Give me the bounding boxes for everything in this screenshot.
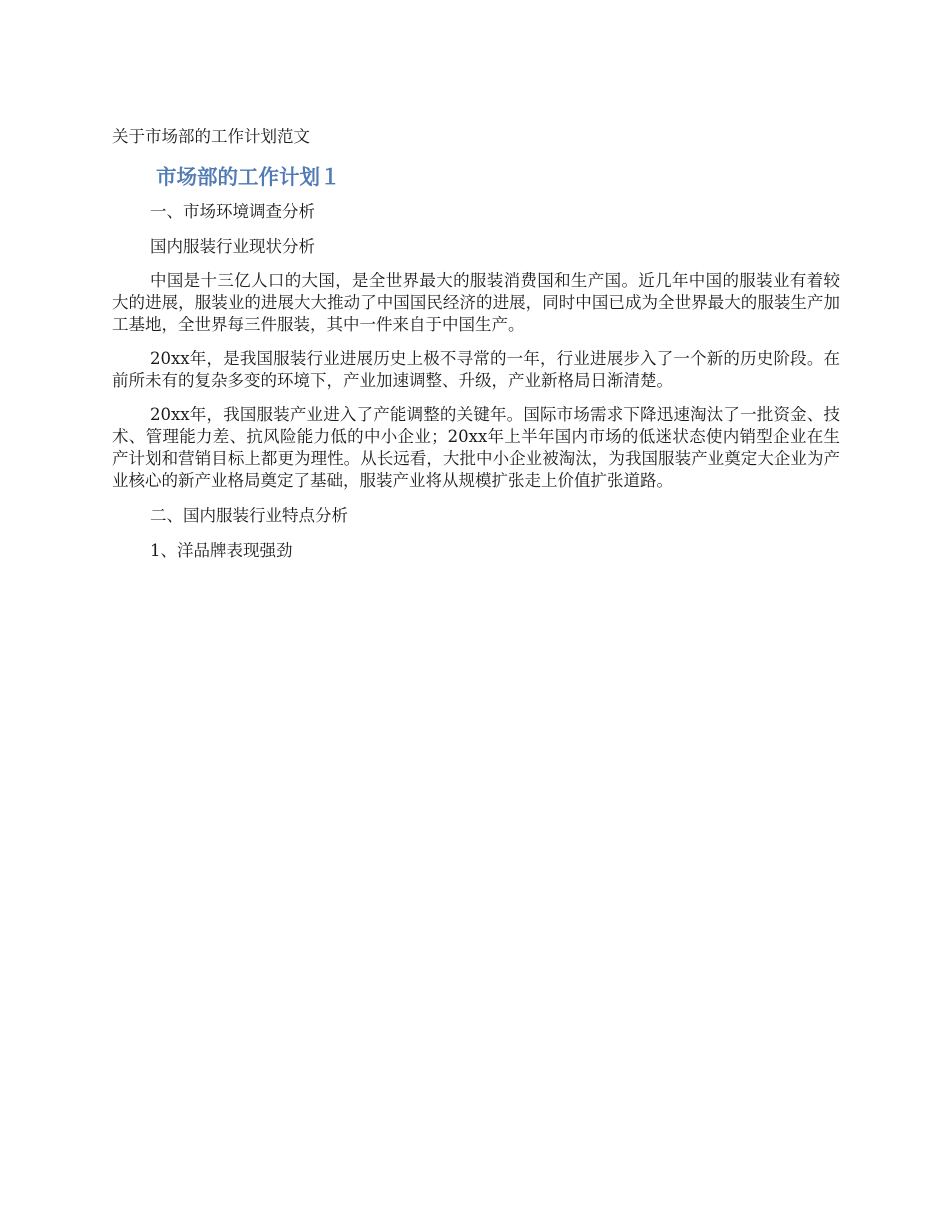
paragraph-features-analysis: 二、国内服装行业特点分析 bbox=[150, 506, 348, 525]
document-title: 关于市场部的工作计划范文 bbox=[112, 127, 310, 146]
section-heading: 市场部的工作计划１ bbox=[156, 165, 341, 189]
paragraph-china-overview: 中国是十三亿人口的大国，是全世界最大的服装消费国和生产国。近几年中国的服装业有着较大的进展，服装业的进展大大推动了中国国民经济的进展，同时中国已成为全世界最大的服装生产加工基地，全世界每三件服装，其中一件来自于中国生产。 bbox=[112, 271, 840, 334]
paragraph-year-history: 20xx年，是我国服装行业进展历史上极不寻常的一年，行业进展步入了一个新的历史阶段。在前所未有的复杂多变的环境下，产业加速调整、升级，产业新格局日渐清楚。 bbox=[112, 349, 840, 390]
paragraph-market-survey: 一、市场环境调查分析 bbox=[150, 202, 315, 221]
paragraph-foreign-brands: 1、洋品牌表现强劲 bbox=[150, 541, 293, 560]
document-body bbox=[112, 124, 840, 562]
paragraph-industry-status: 国内服装行业现状分析 bbox=[150, 237, 315, 256]
paragraph-capacity-adjustment: 20xx年，我国服装产业进入了产能调整的关键年。国际市场需求下降迅速淘汰了一批资金、技术、管理能力差、抗风险能力低的中小企业；20xx年上半年国内市场的低迷状态使内销型企业在生产计划和营销目标上都更为理性。从长远看，大批中小企业被淘汰，为我国服装产业奠定大企业为产业核心的新产业格局奠定了基础，服装产业将从规模扩张走上价值扩张道路。 bbox=[112, 405, 840, 490]
